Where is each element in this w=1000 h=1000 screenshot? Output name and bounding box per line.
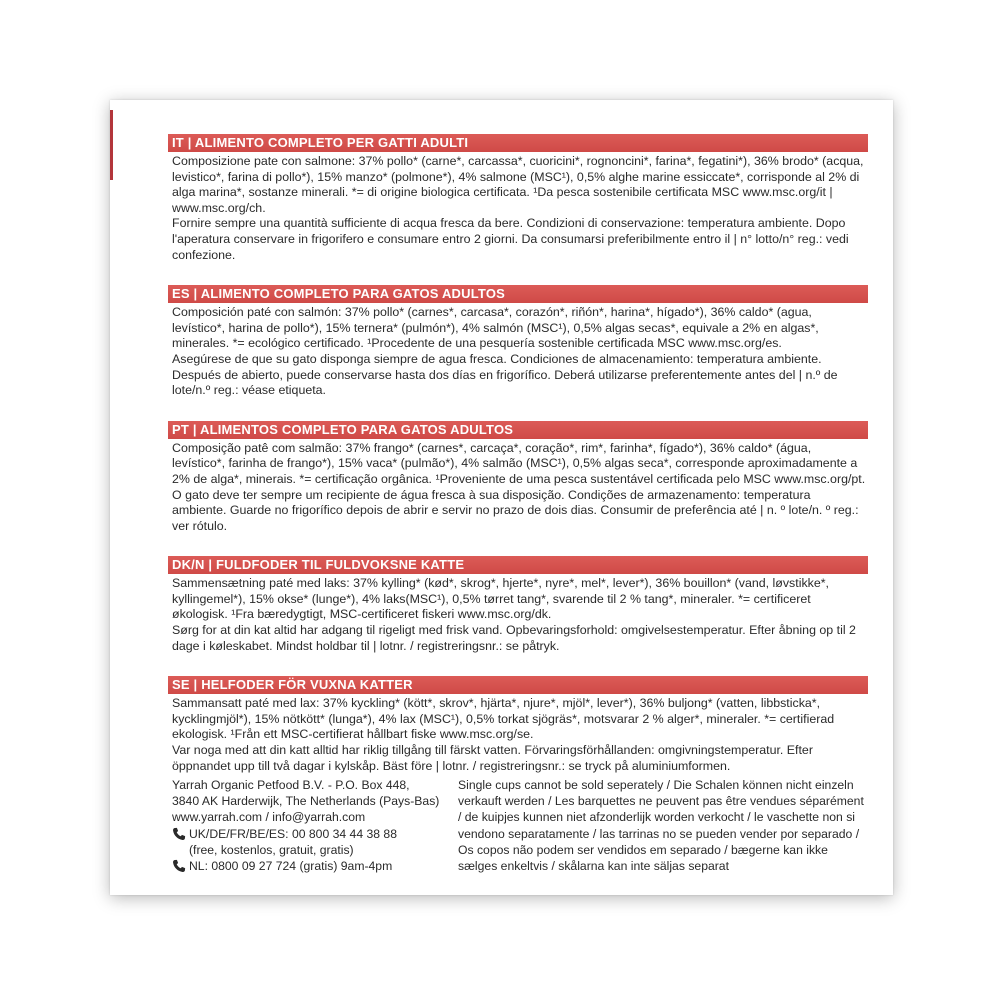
section-body <box>168 152 868 263</box>
section-header: SE | HELFODER FÖR VUXNA KATTER <box>168 676 868 694</box>
composition-text: Composición paté con salmón: 37% pollo* (carnes*, carcasa*, corazón*, riñón*, harina*, hígado*), 36% caldo* (agua, levístico*, harina de pollo*), 15% ternera* (pulmón*), 4% salmón (MSC¹), 0,5% algas secas*, equivale a 2% en algas*, minerales. *= ecológico certificado. ¹Procedente de una pesquería sostenible certificada MSC www.msc.org/es. <box>172 305 819 351</box>
package-edge-accent <box>110 110 113 180</box>
section-dk <box>168 556 868 654</box>
company-name: Yarrah Organic Petfood B.V. - P.O. Box 448, <box>172 778 410 792</box>
composition-text: Composizione pate con salmone: 37% pollo* (carne*, carcassa*, cuoricini*, rognoncini*, farina*, fegatini*), 36% brodo* (acqua, levistico*, farina di pollo*), 15% manzo* (polmone*), 4% salmone (MSC¹), 0,5% alghe marine essiccate*, corrisponde al 2% di alga marina*, sostanze minerali. *= di origine biologica certificata. ¹Da pesca sostenibile certificata MSC www.msc.org/it | www.msc.org/ch. <box>172 154 864 215</box>
section-it <box>168 134 868 263</box>
phone-icon <box>172 827 186 841</box>
section-body <box>168 303 868 399</box>
storage-text: Fornire sempre una quantità sufficiente di acqua fresca da bere. Condizioni di conservazione: temperatura ambiente. Dopo l'aperatura conservare in frigorifero e consumare entro 2 giorni. Da consumarsi preferibilmente entro il | n° lotto/n° reg.: vedi confezione. <box>172 216 849 262</box>
company-info <box>172 777 452 874</box>
section-body <box>168 439 868 535</box>
phone-line-nl <box>172 858 452 874</box>
label-content <box>168 134 868 796</box>
phone-number-intl: UK/DE/FR/BE/ES: 00 800 34 44 38 88 <box>189 826 397 841</box>
section-header: PT | ALIMENTOS COMPLETO PARA GATOS ADULTOS <box>168 421 868 439</box>
section-header: DK/N | FULDFODER TIL FULDVOKSNE KATTE <box>168 556 868 574</box>
section-es <box>168 285 868 399</box>
section-pt <box>168 421 868 535</box>
company-address: 3840 AK Harderwijk, The Netherlands (Pays-Bas) <box>172 794 440 809</box>
storage-text: Sørg for at din kat altid har adgang til rigeligt med frisk vand. Opbevaringsforhold: omgivelsestemperatur. Efter åbning op til 2 dage i køleskabet. Mindst holdbar til | lotnr. / registreringsnr.: se påtryk. <box>172 623 856 653</box>
section-header: ES | ALIMENTO COMPLETO PARA GATOS ADULTOS <box>168 285 868 303</box>
storage-text: Asegúrese de que su gato disponga siempre de agua fresca. Condiciones de almacenamiento: temperatura ambiente. Después de abierto, puede conservarse hasta dos días en frigorífico. Deberá utilizarse preferentemente antes del | n.º de lote/n.º reg.: véase etiqueta. <box>172 351 838 398</box>
composition-text: Sammensætning paté med laks: 37% kylling* (kød*, skrog*, hjerte*, nyre*, mel*, lever*), 36% bouillon* (vand, løvstikke*, kyllingemel*), 15% okse* (lunge*), 4% laks(MSC¹), 0,5% tørret tang*, svarende til 2 % tang*, mineraler. *= certificeret økologisk. ¹Fra bæredygtigt, MSC-certificeret fiskeri www.msc.org/dk. <box>172 576 829 622</box>
phone-number-nl: NL: 0800 09 27 724 (gratis) 9am-4pm <box>189 859 393 874</box>
sales-disclaimer <box>458 777 868 874</box>
phone-icon <box>172 859 186 873</box>
disclaimer-text: Single cups cannot be sold seperately / Die Schalen können nicht einzeln verkauft werden / Les barquettes ne peuvent pas être vendues séparément / de kuipjes kunnen niet afzonderlijk worden verkocht / le vaschette non si vendono separatamente / las tarrinas no se pueden vender por separado / Os copos não podem ser vendidos em separado / bægerne kan ikke sælges enkeltvis / skålarna kan inte säljas separat <box>458 778 864 874</box>
phone-line-intl <box>172 826 452 858</box>
company-contact: www.yarrah.com / info@yarrah.com <box>172 810 366 825</box>
phone-note: (free, kostenlos, gratuit, gratis) <box>189 842 354 857</box>
section-body <box>168 574 868 654</box>
composition-text: Composição patê com salmão: 37% frango* (carnes*, carcaça*, coração*, rim*, farinha*, fígado*), 36% caldo* (água, levístico*, farinha de frango*), 15% vaca* (pulmão*), 4% salmão (MSC¹), 0,5% algas seca*, corresponde aproximadamente a 2% de alga*, minerais. *= certificação orgânica. ¹Proveniente de uma pesca sustentável certificada pelo MSC www.msc.org/pt. <box>172 440 866 486</box>
section-body <box>168 694 868 774</box>
section-header: IT | ALIMENTO COMPLETO PER GATTI ADULTI <box>168 134 868 152</box>
storage-text: Var noga med att din katt alltid har riklig tillgång till färskt vatten. Förvaringsförhållanden: omgivningstemperatur. Efter öppnandet upp till två dagar i kylskåp. Bäst före | lotnr. / registreringsnr.: se tryck på aluminiumformen. <box>172 743 813 773</box>
composition-text: Sammansatt paté med lax: 37% kyckling* (kött*, skrov*, hjärta*, njure*, mjöl*, lever*), 36% buljong* (vatten, libbsticka*, kycklingmjöl*), 15% nötkött* (lunga*), 4% lax (MSC¹), 0,5% torkat sjögräs*, motsvarar 2 % alger*, mineraler. *= certifierad ekologisk. ¹Från ett MSC-certifierat hållbart fiske www.msc.org/se. <box>172 696 835 742</box>
storage-text: O gato deve ter sempre um recipiente de água fresca à sua disposição. Condições de armazenamento: temperatura ambiente. Guarde no frigorífico depois de abrir e servir no prazo de dois dias. Consumir de preferência até | n. º lote/n. º reg.: ver rótulo. <box>172 487 859 533</box>
section-se <box>168 676 868 774</box>
